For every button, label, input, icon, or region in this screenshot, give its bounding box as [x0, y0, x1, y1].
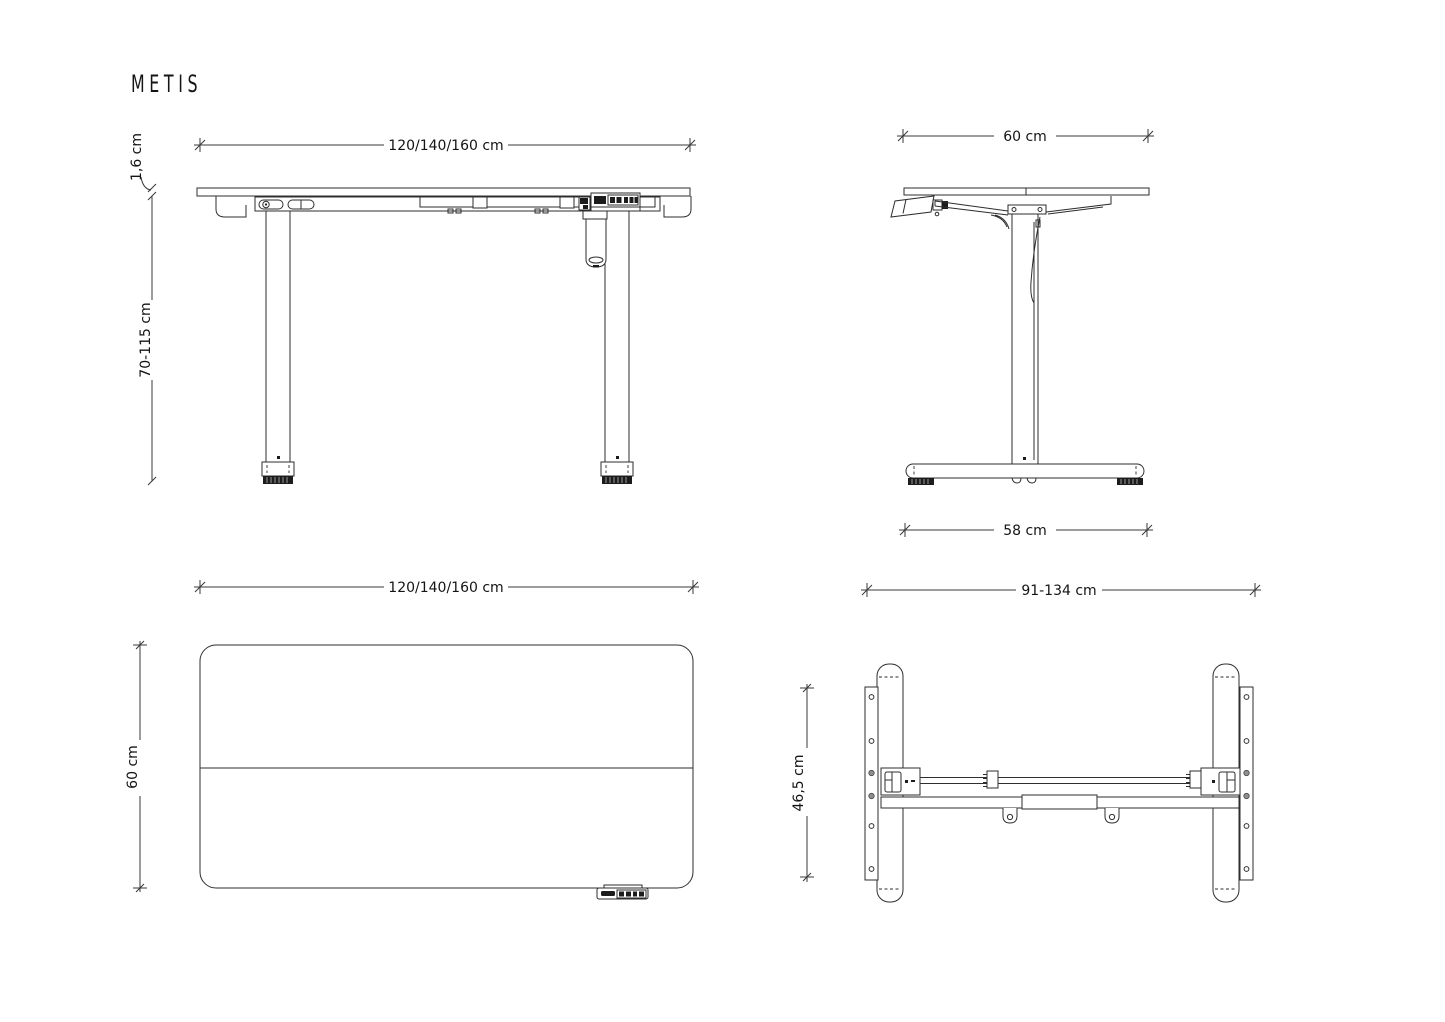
tab — [473, 197, 487, 208]
side-depth-label: 60 cm — [1003, 129, 1047, 145]
cable-clip — [1105, 808, 1119, 823]
frame-width-label: 91-134 cm — [1021, 583, 1097, 599]
frame-depth-dimension — [791, 684, 814, 882]
left-mounting-plate — [865, 687, 878, 880]
frame-view — [791, 583, 1261, 902]
crossbeam-middle — [1022, 795, 1097, 809]
front-thickness-dimension — [129, 133, 156, 200]
bracket-gusset — [991, 215, 1009, 229]
leg-dot — [616, 456, 619, 459]
frame-drawing — [865, 664, 1253, 902]
leg-dot — [277, 456, 280, 459]
shaft-rod — [920, 778, 987, 784]
plate-screw — [869, 770, 874, 775]
top-width-label: 120/140/160 cm — [388, 580, 504, 596]
right-motor — [1201, 768, 1240, 795]
plate-screw — [1244, 793, 1249, 798]
plate-screw — [1244, 770, 1249, 775]
frame-width-dimension — [861, 583, 1261, 599]
front-width-label: 120/140/160 cm — [388, 138, 504, 154]
crossbeam-right — [1097, 797, 1239, 808]
motor-nub — [593, 265, 599, 268]
foot-cap — [601, 462, 633, 476]
panel-button — [630, 197, 634, 203]
frame-depth-label: 46,5 cm — [791, 754, 807, 812]
plate — [1240, 687, 1253, 880]
left-motor — [881, 768, 920, 795]
front-width-dimension — [194, 138, 696, 154]
leg-dot — [1023, 457, 1026, 460]
crossbeam-left — [881, 797, 1022, 808]
foot-beam — [906, 464, 1144, 478]
shaft-coupler — [987, 771, 998, 788]
panel-button — [610, 197, 615, 203]
right-mounting-plate — [1240, 687, 1253, 880]
front-left-hook — [216, 196, 246, 217]
top-depth-label: 60 cm — [125, 745, 141, 789]
motor-dot — [905, 780, 908, 783]
panel-display — [594, 196, 606, 204]
front-right-hook — [664, 196, 691, 217]
cable-clip — [1003, 808, 1017, 823]
side-foot-dimension — [899, 523, 1153, 539]
side-foot — [906, 464, 1144, 485]
side-depth-dimension — [897, 129, 1154, 145]
top-view — [125, 580, 699, 899]
crossbeam — [881, 795, 1239, 823]
panel-button — [626, 892, 631, 897]
motor-dot — [1212, 780, 1215, 783]
cable-clips — [1012, 478, 1036, 483]
panel-button — [635, 197, 638, 203]
panel-body — [891, 196, 934, 217]
leg-column — [605, 211, 629, 462]
side-foot-width-label: 58 cm — [1003, 523, 1047, 539]
front-height-label: 70-115 cm — [138, 302, 154, 378]
side-view — [891, 129, 1154, 539]
motor-dash — [911, 780, 915, 782]
top-width-dimension — [194, 580, 699, 596]
brand-logo: METIS — [131, 70, 203, 98]
coupler-ribs — [1186, 775, 1190, 787]
panel-mount-dark — [583, 205, 588, 209]
panel-mount-dark — [580, 198, 588, 204]
motor-bracket — [583, 211, 607, 219]
top-tabletop-drawing — [200, 645, 693, 899]
plate — [865, 687, 878, 880]
front-height-dimension — [138, 196, 156, 485]
tab — [560, 197, 574, 208]
side-desk-drawing — [891, 188, 1149, 485]
front-view — [129, 133, 696, 485]
panel-button — [624, 197, 628, 203]
panel-button — [619, 892, 624, 897]
shaft-rod — [998, 778, 1190, 784]
top-depth-dimension — [125, 641, 147, 892]
plate-screw — [869, 793, 874, 798]
foot-cap — [262, 462, 294, 476]
panel-rail — [591, 207, 640, 211]
coupler-ribs — [983, 775, 987, 787]
front-motor — [583, 211, 607, 268]
panel-button — [639, 892, 644, 897]
front-left-leg — [262, 211, 294, 484]
drive-shaft — [920, 771, 1201, 788]
front-desk-drawing — [197, 188, 691, 484]
leg-column — [266, 211, 290, 462]
panel-button — [617, 197, 622, 203]
slot-screw-dot — [265, 203, 267, 205]
side-column — [1008, 205, 1046, 464]
shaft-coupler — [1190, 771, 1201, 788]
bracket-right — [1046, 196, 1111, 214]
column-plate — [1008, 205, 1046, 214]
panel-display — [601, 891, 615, 896]
front-thickness-label: 1,6 cm — [129, 132, 145, 182]
panel-button — [633, 892, 637, 897]
panel-screw — [935, 212, 939, 216]
tabletop-outline — [200, 645, 693, 888]
